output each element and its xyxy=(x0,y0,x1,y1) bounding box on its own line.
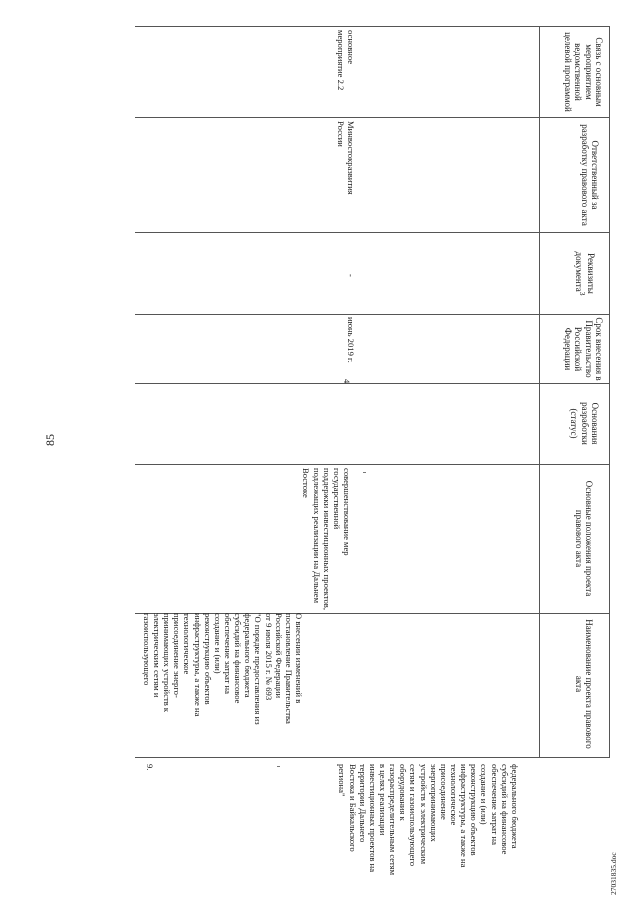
page-number: 85 xyxy=(43,434,57,446)
row-requisites: - xyxy=(346,274,356,277)
scan-mark xyxy=(277,766,280,767)
row-deadline: июнь 2019 г. xyxy=(346,317,356,363)
scan-mark xyxy=(363,472,366,473)
row-number: 9. xyxy=(145,764,155,771)
header-requisites: Реквизиты документа$^3$ xyxy=(573,251,596,296)
table-row xyxy=(337,764,530,884)
row-provisions: совершенствование мер государственной поддержки инвестиционных проектов, подлежащих реализации на Дальнем Востоке xyxy=(301,468,352,610)
header-basis: Основания разработки (статус) xyxy=(569,402,600,445)
row-link: основное мероприятие 2.2 xyxy=(335,30,356,91)
row-responsible: Минвостокразвития России xyxy=(335,121,356,195)
header-border xyxy=(609,26,610,757)
header-provisions: Основные положения проекта правового акта xyxy=(573,480,594,597)
landscape-table xyxy=(135,26,610,891)
column-border xyxy=(135,757,610,758)
document-code: 27031835.doc xyxy=(609,852,618,895)
header-link: Связь с основным мероприятием ведомственной целевой программой xyxy=(562,32,604,112)
header-responsible: Ответственный за разработку правового акта xyxy=(579,124,600,226)
row-basis: 4 xyxy=(342,379,352,384)
header-name: Наименование проекта правового акта xyxy=(573,619,594,749)
row-name: федерального бюджета субсидий на финансовое обеспечение затрат на создание и (или) реконструкцию объектов инфраструктуры, а также на технологическое присоединение энергопринимающих устройств к электрическим сетям и газоиспользующего оборудования к газораспределительным сетям в целях реализации инвестиционных проектов на территории Дальнего Востока и Байкальского региона" xyxy=(337,764,520,876)
header-deadline: Срок внесения в Правительство Российской Федерации xyxy=(562,317,604,381)
header-border xyxy=(539,26,540,757)
row-name: О внесении изменений в постановление Правительства Российской Федерации от 9 июля 2015 г. № 693 "О порядке предоставления из федерального бюджета субсидий на финансовое обеспечение затрат на создание и (или) реконструкцию объектов инфраструктуры, а также на технологическое присоединение энерго- принимающих устройств к электрическим сетям и газоиспользующего xyxy=(141,613,304,725)
